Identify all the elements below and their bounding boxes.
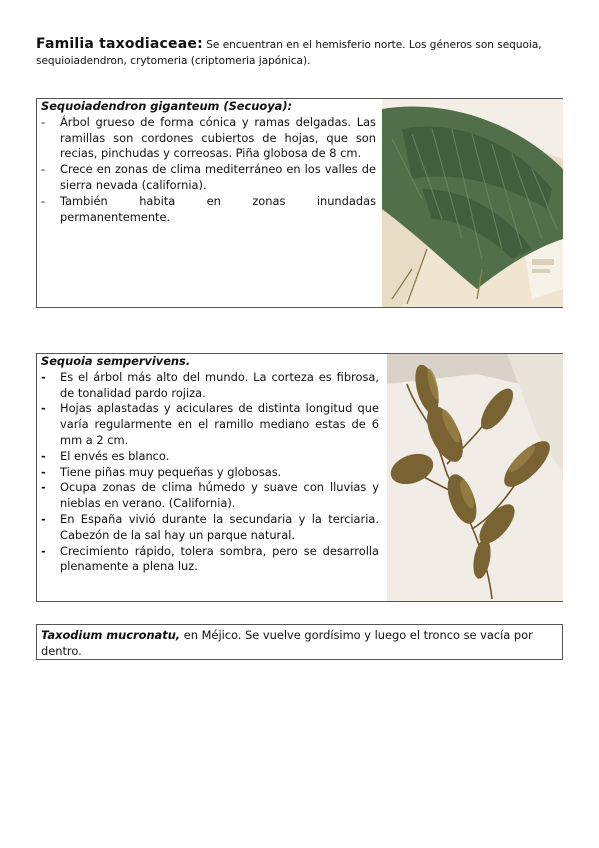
intro-paragraph [36, 36, 566, 69]
sequoia-photo [387, 354, 563, 601]
list-item: - Crece en zonas de clima mediterráneo en los valles de sierra nevada (california). [41, 162, 376, 192]
sequoiadendron-photo [382, 99, 563, 307]
list-item: - Es el árbol más alto del mundo. La corteza es fibrosa, de tonalidad pardo rojiza. [41, 369, 379, 400]
sequoiadendron-list [41, 115, 376, 226]
sequoiadendron-box [36, 98, 563, 308]
list-item: - Tiene piñas muy pequeñas y globosas. [41, 464, 282, 479]
sequoia-list [41, 370, 379, 575]
sequoiadendron-heading: Sequoiadendron giganteum (Secuoya): [41, 99, 293, 113]
list-item: - En España vivió durante la secundaria y la terciaria. Cabezón de la sal hay un parque natural. [41, 511, 379, 542]
list-item: - Crecimiento rápido, tolera sombra, pero se desarrolla plenamente a plena luz. [41, 543, 379, 574]
taxodium-box [36, 624, 563, 660]
list-item: - El envés es blanco. [41, 448, 170, 463]
sequoia-heading: Sequoia sempervivens. [41, 354, 191, 368]
taxodium-name: Taxodium mucronatu, [41, 628, 181, 642]
taxodium-description: en Méjico. Se vuelve gordísimo y luego el tronco se vacía por dentro. [41, 628, 533, 658]
list-item: - Árbol grueso de forma cónica y ramas delgadas. Las ramillas son cordones cubiertos de hojas, que son recias, pinchudas y correosas. Piña globosa de 8 cm. [41, 114, 376, 161]
family-title: Familia taxodiaceae: [36, 36, 203, 52]
family-description: Se encuentran en el hemisferio norte. Los géneros son sequoia, sequioiadendron, crytomeria (criptomeria japónica). [36, 39, 542, 67]
sequoia-sempervivens-box [36, 353, 563, 602]
list-item: - Ocupa zonas de clima húmedo y suave con lluvias y nieblas en verano. (California). [41, 480, 379, 511]
taxodium-text [41, 627, 558, 659]
list-item: - También habita en zonas inundadas permanentemente. [41, 193, 376, 224]
list-item: - Hojas aplastadas y aciculares de distinta longitud que varía regularmente en el ramillo mediano estas de 6 mm a 2 cm. [41, 401, 379, 447]
